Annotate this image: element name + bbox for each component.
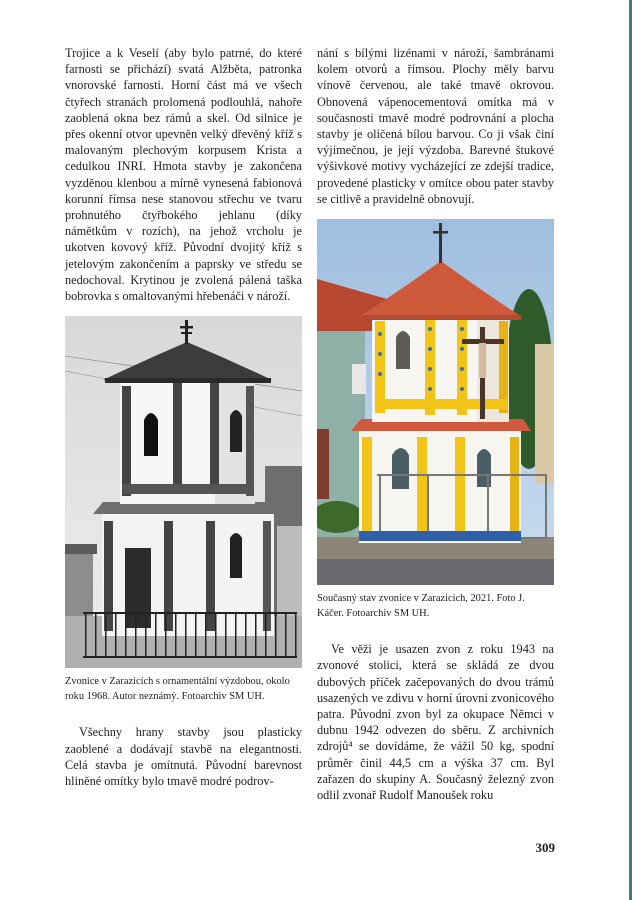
left-photo-caption: Zvonice v Zarazicích s ornamentální výzdobou, okolo roku 1968. Autor neznámý. Fotoarchiv SM UH.: [65, 676, 290, 702]
right-paragraph-2: Ve věži je usazen zvon z roku 1943 na zvonové stolici, která se skládá ze dvou dubových příček začepovaných do dvou trámů usazených ve zdivu v horní úrovni zvonicového patra. Původní zvon byl za okupace Němci v dubnu 1942 odvezen do sběru. Z archivních zdrojů⁴ se dovídáme, že vážil 50 kg, spodní průměr činil 44,5 cm a výška 37 cm. Byl zařazen do skupiny A. Současný železný zvon odlil zvonař Rudolf Manoušek roku: [317, 642, 554, 803]
historic-photo-bell-tower: [65, 316, 302, 668]
left-paragraph-2: Všechny hrany stavby jsou plasticky zaoblené a dodávají stavbě na elegantnosti. Celá stavba je omítnutá. Původní barevnost hliněné omítky bylo tmavě modré podrov-: [65, 725, 302, 789]
right-paragraph-1: nání s bílými lizénami v nároží, šambránami kolem otvorů a římsou. Plochy měly barvu vínově červenou, ale také tmavě okrovou. Obnovená vápenocementová omítka má v současnosti tmavě modré podrovnání a plocha stavby je olíčená bílou barvou. Co ji však činí výjimečnou, je její výzdoba. Barevné štukové výšivkové motivy vycházející ze zdejší tradice, provedené plasticky v omítce obou pater stavby se citlivě a pravidelně obnovují.: [317, 46, 554, 206]
right-photo-caption: Současný stav zvonice v Zarazicích, 2021. Foto J. Káčer. Fotoarchiv SM UH.: [317, 593, 525, 619]
current-photo-bell-tower: [317, 219, 554, 585]
left-paragraph-1: Trojice a k Veselí (aby bylo patrné, do které farnosti se přichází) svatá Alžběta, patronka vnorovské farnosti. Horní část má ve všech čtyřech stranách prolomená podlouhlá, nahoře zaoblená okna bez rámů a skel. Od silnice je přes okenní otvor upevněn velký dřevěný kříž s malovaným plechovým korpusem Krista a cedulkou INRI. Hmota stavby je zakončena vyzděnou klenbou a mírně vynesená fabionová korunní římsa nese stanovou střechu ve tvaru prohnutého čtyřbokého jehlanu (díky námětkům v rozích), na jehož vrcholu je ukotven kovový kříž. Původní dvojitý kříž s jetelovým zakončením a paprsky ve středu se nedochoval. Krytinou je zvolená pálená taška bobrovka s omaltovanými hřebenáči v nároží.: [65, 46, 302, 304]
current-photo-image: [317, 219, 554, 585]
left-column: [65, 45, 302, 789]
page-number: 309: [535, 840, 555, 855]
historic-photo-image: [65, 316, 302, 668]
right-column: [317, 45, 554, 803]
